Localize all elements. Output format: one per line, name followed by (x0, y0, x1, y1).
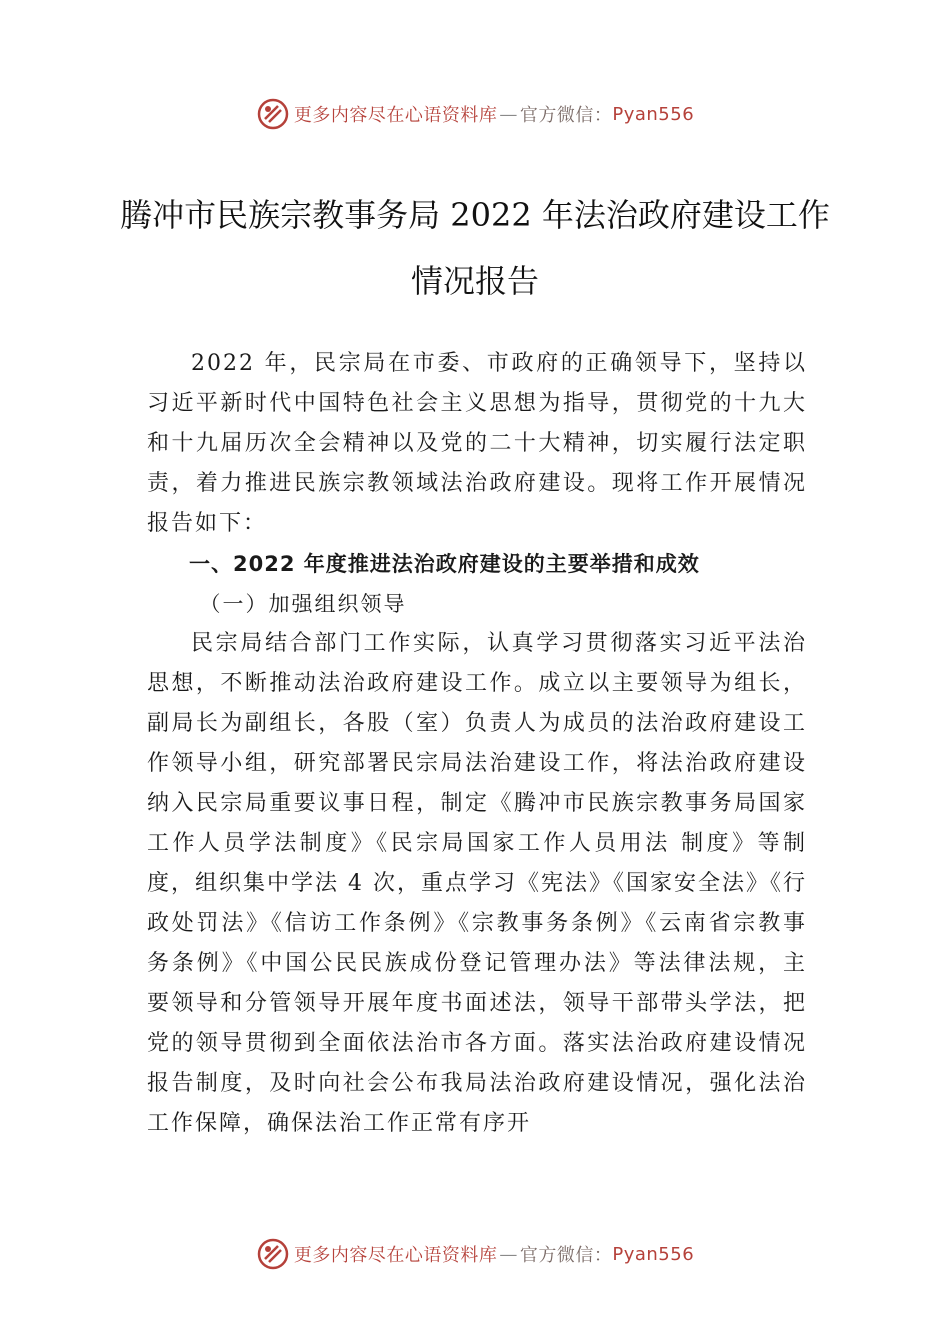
watermark-text: 更多内容尽在心语资料库 (293, 1245, 498, 1266)
document-title: 腾冲市民族宗教事务局 2022 年法治政府建设工作情况报告 (120, 196, 830, 300)
watermark-official-label: 官方微信： (519, 1245, 613, 1266)
watermark-footer (0, 1234, 950, 1274)
intro-paragraph: 2022 年，民宗局在市委、市政府的正确领导下，坚持以习近平新时代中国特色社会主义思想为指导，贯彻党的十九大和十九届历次全会精神以及党的二十大精神，切实履行法定职责，着力推进民族宗教领域法治政府建设。现将工作开展情况报告如下： (147, 351, 807, 536)
document-body (147, 344, 807, 1144)
watermark-official-label: 官方微信： (519, 105, 613, 126)
section-heading: 一、2022 年度推进法治政府建设的主要举措和成效 (189, 552, 700, 576)
watermark-wechat-id: Pyan556 (612, 103, 695, 125)
watermark-wechat-id: Pyan556 (612, 1243, 695, 1265)
subsection-paragraph: 民宗局结合部门工作实际，认真学习贯彻落实习近平法治思想，不断推动法治政府建设工作。成立以主要领导为组长，副局长为副组长，各股（室）负责人为成员的法治政府建设工作领导小组，研究部署民宗局法治建设工作，将法治政府建设纳入民宗局重要议事日程，制定《腾冲市民族宗教事务局国家工作人员学法制度》《民宗局国家工作人员用法 制度》等制度，组织集中学法 4 次，重点学习《宪法》《国家安全法》《行政处罚法》《信访工作条例》《宗教事务条例》《云南省宗教事务条例》《中国公民民族成份登记管理办法》等法律法规，主要领导和分管领导开展年度书面述法，领导干部带头学法，把党的领导贯彻到全面依法治市各方面。落实法治政府建设情况报告制度，及时向社会公布我局法治政府建设情况，强化法治工作保障，确保法治工作正常有序开 (147, 631, 807, 1136)
subsection-heading: （一）加强组织领导 (199, 592, 407, 616)
watermark-separator: — (499, 1243, 518, 1265)
watermark-header (0, 94, 950, 134)
brand-logo-icon (256, 97, 290, 131)
brand-logo-icon (256, 1237, 290, 1271)
watermark-text: 更多内容尽在心语资料库 (293, 105, 498, 126)
watermark-separator: — (499, 103, 518, 125)
